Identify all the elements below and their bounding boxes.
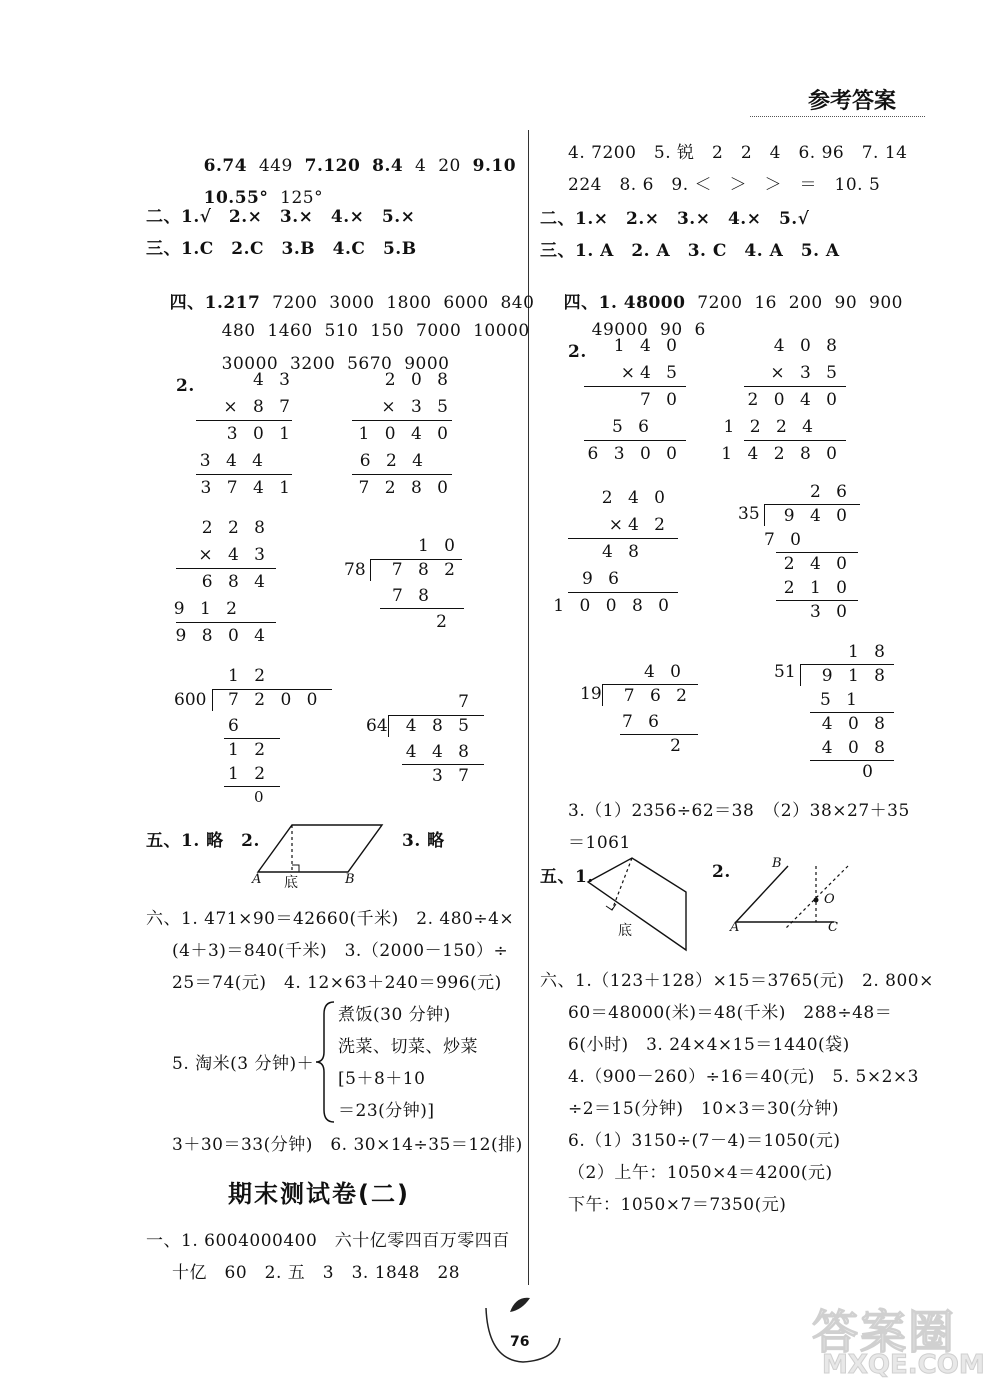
calc-row: 9 4 0 <box>783 506 852 526</box>
calc-row: ×4 5 <box>620 363 682 383</box>
calc-line <box>620 734 698 735</box>
section-3-answers: 三、1.C 2.C 3.B 4.C 5.B <box>146 239 417 259</box>
calc-row: 0 <box>862 762 878 782</box>
division-bar <box>764 504 860 505</box>
calc-line <box>810 760 894 761</box>
section-6-line: 3＋30＝33(分钟) 6. 30×14÷35＝12(排) <box>172 1135 523 1155</box>
calc-line <box>224 786 280 787</box>
calc-row: 1 0 0 8 0 <box>553 596 674 616</box>
calc-row: 9 1 2 <box>173 599 242 619</box>
calc-row: × 3 5 <box>770 363 842 383</box>
section-4-line-2: 480 1460 510 150 7000 10000 <box>221 321 530 341</box>
section-6-line: （2）上午：1050×4＝4200(元) <box>568 1163 833 1183</box>
calc-row: 4 8 5 <box>405 716 474 736</box>
divisor: 19 <box>580 684 602 704</box>
brace-item: ＝23(分钟)] <box>338 1101 435 1121</box>
calc-row: 3 4 4 <box>199 451 268 471</box>
division-bracket <box>764 504 765 526</box>
angle-label-a: A <box>730 920 740 935</box>
divisor: 78 <box>344 560 366 580</box>
calc-line <box>352 420 452 421</box>
section-6-line: 六、1.（123＋128）×15＝3765(元) 2. 800× <box>540 971 934 991</box>
section-6-line: 六、1. 471×90＝42660(千米) 2. 480÷4× <box>146 909 515 929</box>
calc-row: 7 2 0 0 <box>228 690 323 710</box>
calc-line <box>196 420 292 421</box>
division-940-by-35 <box>736 480 866 630</box>
calc-row: 4 0 8 <box>821 738 890 758</box>
division-485-by-64 <box>362 690 492 790</box>
calc-row: 2 0 8 <box>384 370 453 390</box>
exam-title: 期末测试卷(二) <box>228 1180 410 1208</box>
section-5-label: 五、1. 略 2. <box>146 831 260 851</box>
section-6-q5-label: 5. 淘米(3 分钟)＋ <box>172 1054 315 1074</box>
calc-row: 2 <box>670 736 686 756</box>
division-bracket <box>212 689 213 711</box>
calc-line <box>224 738 280 739</box>
calc-row: 7 2 8 0 <box>358 478 453 498</box>
calc-row: 7 0 <box>639 390 682 410</box>
calc-row: 3 0 1 <box>226 424 295 444</box>
section-2-answers: 二、1.√ 2.× 3.× 4.× 5.× <box>146 207 416 227</box>
calc-row: 2 <box>436 612 452 632</box>
section-2-answers: 二、1.× 2.× 3.× 4.× 5.√ <box>540 209 810 229</box>
calc-line <box>568 538 678 539</box>
division-bar <box>602 684 698 685</box>
calc-row: 2 1 0 <box>783 578 852 598</box>
section-4-line-2: 49000 90 6 <box>591 320 706 340</box>
division-782-by-78 <box>340 534 470 634</box>
angle-label-b: B <box>772 856 782 871</box>
multiplication-408x35 <box>721 334 850 474</box>
figure-label-b: B <box>345 872 355 887</box>
calc-row: 4 4 8 <box>405 742 474 762</box>
question-3-line: 3.（1）2356÷62＝38 （2）38×27＋35 <box>568 801 910 821</box>
calc-row: 7 8 <box>391 586 434 606</box>
calc-line <box>380 608 464 609</box>
figure-label-base: 底 <box>284 875 298 891</box>
watermark-url: MXQE.COM <box>822 1350 985 1380</box>
angle-label-o: O <box>824 892 835 907</box>
section-6-line: ÷2＝15(分钟) 10×3＝30(分钟) <box>568 1099 840 1119</box>
calc-row: 7 6 2 <box>623 686 692 706</box>
answer-line: 6.74 449 7.120 8.4 4 20 9.10 <box>203 156 517 176</box>
calc-line <box>744 386 846 387</box>
calc-row: 2 4 0 <box>783 554 852 574</box>
calc-row: 6 8 4 <box>201 572 270 592</box>
division-7200-by-600 <box>172 664 342 804</box>
calc-row: 1 2 <box>228 764 271 784</box>
section-6-line: 6(小时) 3. 24×4×15＝1440(袋) <box>568 1035 850 1055</box>
header-dotted-rule <box>750 116 925 117</box>
section-6-line: 6.（1）3150÷(7－4)＝1050(元) <box>568 1131 841 1151</box>
division-bar <box>800 664 894 665</box>
exam-answer-line: 十亿 60 2. 五 3 3. 1848 28 <box>172 1263 461 1283</box>
figure-label-a: A <box>252 872 262 887</box>
calc-row: 4 8 <box>601 542 644 562</box>
calc-row: 3 0 <box>809 602 852 622</box>
calc-row: 9 6 <box>581 569 624 589</box>
calc-row: 3 7 4 1 <box>200 478 295 498</box>
section-4-line-1: 四、1. 48000 7200 16 200 90 900 <box>563 293 903 313</box>
multiplication-208x35 <box>348 368 458 508</box>
calc-row: 4 0 <box>643 662 686 682</box>
angle-label-c: C <box>828 920 838 935</box>
calc-row: × 8 7 <box>223 397 295 417</box>
calc-row: 7 6 <box>621 712 664 732</box>
division-bracket <box>800 664 801 686</box>
section-5-label: 五、1. <box>540 867 594 887</box>
section-6-line: 25＝74(元) 4. 12×63＋240＝996(元) <box>172 973 502 993</box>
calc-row: 0 <box>254 788 269 806</box>
section-6-line: (4＋3)＝840(千米) 3.（2000－150）÷ <box>172 941 509 961</box>
calc-row: 4 0 8 <box>773 336 842 356</box>
calc-row: 6 2 4 <box>359 451 428 471</box>
section-4-line-3: 30000 3200 5670 9000 <box>221 354 450 374</box>
page-number: 76 <box>510 1334 530 1350</box>
calc-row: 2 2 8 <box>201 518 270 538</box>
calc-row: 2 6 <box>809 482 852 502</box>
calc-line <box>584 386 686 387</box>
calc-line <box>196 474 292 475</box>
calc-line <box>176 568 276 569</box>
calc-line <box>568 592 678 593</box>
calc-row: 1 2 <box>228 666 271 686</box>
answer-line: 4. 7200 5. 锐 2 2 4 6. 96 7. 14 <box>568 143 908 163</box>
section-4-line-1: 四、1.217 7200 3000 1800 6000 840 <box>169 293 535 313</box>
multiplication-228x43 <box>172 516 282 656</box>
section-6-line: 4.（900－260）÷16＝40(元) 5. 5×2×3 <box>568 1067 919 1087</box>
answer-line: 10.55° 125° <box>203 188 324 208</box>
divisor: 35 <box>738 504 760 524</box>
answer-line: 224 8. 6 9. ＜ ＞ ＞ ＝ 10. 5 <box>568 175 881 195</box>
calc-row: 2 4 0 <box>601 488 670 508</box>
multiplication-43x87 <box>180 368 300 508</box>
division-918-by-51 <box>772 640 902 790</box>
calc-row: 6 3 0 0 <box>587 444 682 464</box>
calc-row: 6 <box>228 716 244 736</box>
division-762-by-19 <box>576 660 706 760</box>
calc-row: 1 2 <box>228 740 271 760</box>
calc-line <box>584 440 686 441</box>
calc-line <box>744 440 846 441</box>
calc-row: 7 <box>458 692 474 712</box>
calc-row: 3 7 <box>431 766 474 786</box>
calc-line <box>776 600 858 601</box>
calc-row: × 4 3 <box>198 545 270 565</box>
calc-row: 5 6 <box>611 417 654 437</box>
brace-item: 煮饭(30 分钟) <box>338 1005 451 1025</box>
calc-row: 2 0 4 0 <box>747 390 842 410</box>
calc-row: 1 2 2 4 <box>723 417 818 437</box>
calc-row: 1 4 2 8 0 <box>721 444 842 464</box>
division-bracket <box>370 559 371 581</box>
question-2-label: 2. <box>176 376 195 396</box>
page-header-title: 参考答案 <box>808 89 897 114</box>
page-number-ornament <box>478 1290 568 1370</box>
calc-row: × 3 5 <box>381 397 453 417</box>
calc-row: 5 1 <box>819 690 862 710</box>
brace-item: 洗菜、切菜、炒菜 <box>338 1037 478 1057</box>
calc-row: 1 0 4 0 <box>358 424 453 444</box>
calc-row: 1 0 <box>417 536 460 556</box>
calc-row: 9 8 0 4 <box>175 626 270 646</box>
divisor: 51 <box>774 662 796 682</box>
brace-item: [5＋8＋10 <box>338 1069 426 1089</box>
section-6-line: 下午：1050×7＝7350(元) <box>568 1195 787 1215</box>
calc-line <box>810 712 894 713</box>
calc-row: 1 8 <box>847 642 890 662</box>
multiplication-240x42 <box>553 486 684 626</box>
divisor: 600 <box>174 690 207 710</box>
section-6-line: 60＝48000(米)＝48(千米) 288÷48＝ <box>568 1003 893 1023</box>
question-3-line: ＝1061 <box>568 833 631 853</box>
divisor: 64 <box>366 716 388 736</box>
curly-brace <box>314 1000 336 1124</box>
parallelogram-figure <box>250 820 390 890</box>
calc-row: 4 3 <box>252 370 295 390</box>
calc-line <box>176 622 276 623</box>
division-bracket <box>388 715 389 737</box>
calc-row: 1 4 0 <box>613 336 682 356</box>
exam-answer-line: 一、1. 6004000400 六十亿零四百万零四百 <box>146 1231 510 1251</box>
calc-line <box>402 764 484 765</box>
figure-label-base: 底 <box>618 923 632 939</box>
calc-row: ×4 2 <box>608 515 670 535</box>
section-5-q3: 3. 略 <box>402 831 445 851</box>
calc-row: 7 8 2 <box>391 560 460 580</box>
calc-line <box>352 474 452 475</box>
question-2-label: 2. <box>568 342 587 362</box>
watermark-logo: 答案圈 <box>812 1305 956 1359</box>
division-bracket <box>602 684 603 706</box>
multiplication-140x45 <box>580 334 690 474</box>
section-5-q2-label: 2. <box>712 862 731 882</box>
trapezoid-figure <box>584 854 694 954</box>
calc-line <box>776 552 858 553</box>
calc-row: 7 0 <box>763 530 806 550</box>
calc-row: 9 1 8 <box>821 666 890 686</box>
calc-row: 4 0 8 <box>821 714 890 734</box>
angle-figure <box>730 856 860 936</box>
section-3-answers: 三、1. A 2. A 3. C 4. A 5. A <box>540 241 840 261</box>
